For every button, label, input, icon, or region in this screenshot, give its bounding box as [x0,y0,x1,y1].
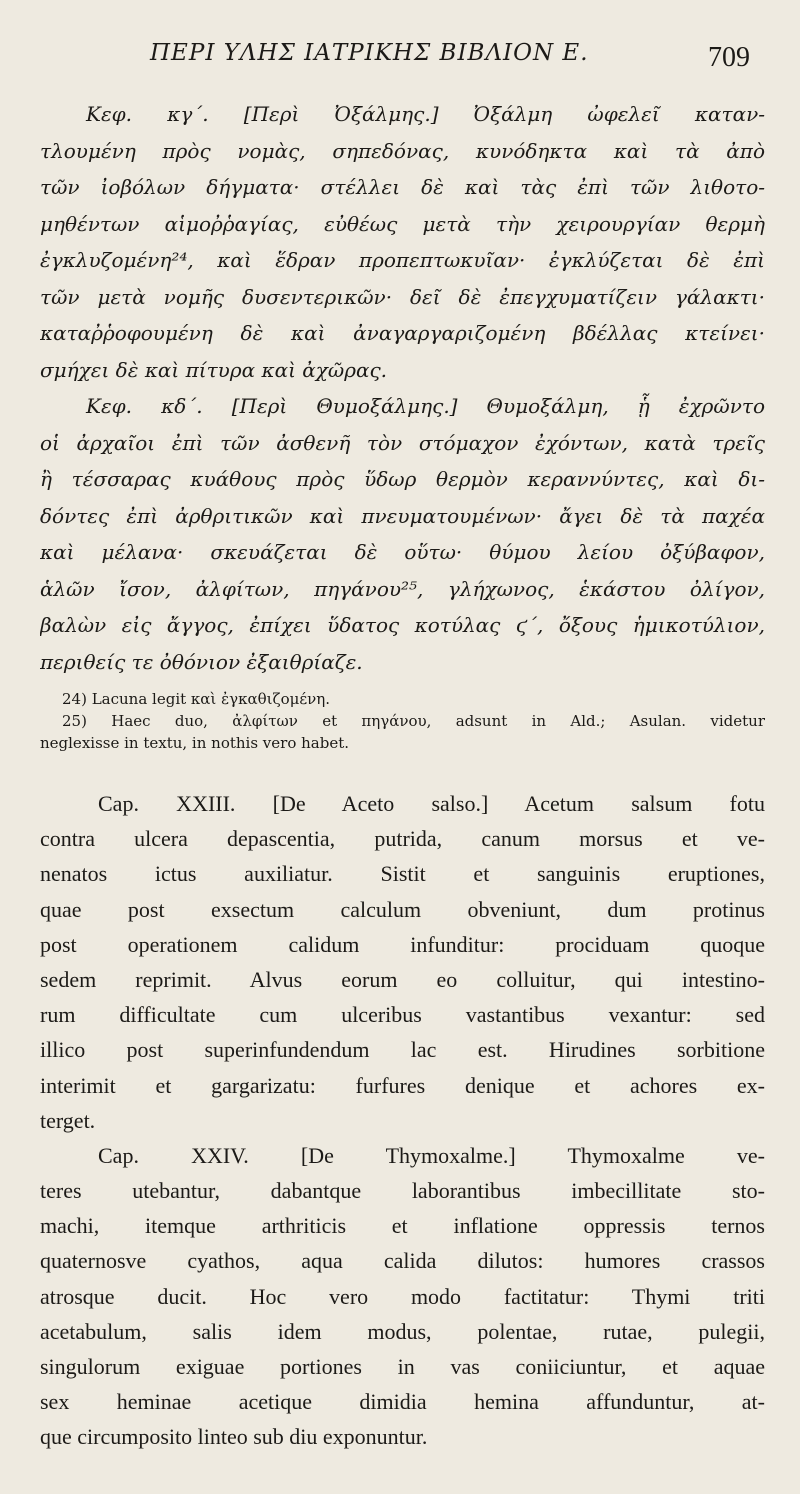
greek-line: οἱ ἀρχαῖοι ἐπὶ τῶν ἀσθενῆ τὸν στόμαχον ἐχόντων, κατὰ τρεῖς [40,430,765,455]
latin-line: machi, itemque arthriticis et inflatione oppressis ternos [40,1213,765,1239]
greek-line: ἢ τέσσαρας κυάθους πρὸς ὕδωρ θερμὸν κεραννύντες, καὶ δι- [40,467,765,491]
latin-line: post operationem calidum infunditur: prociduam quoque [40,931,765,957]
greek-line: τλουμένη πρὸς νομὰς, σηπεδόνας, κυνόδηκτα καὶ τὰ ἀπὸ [40,138,765,163]
greek-line: καταῤῥοφουμένη δὲ καὶ ἀναγαργαριζομένη βδέλλας κτείνει· [40,321,765,345]
latin-line: quaternosve cyathos, aqua calida dilutos: humores crassos [40,1248,765,1274]
latin-line: contra ulcera depascentia, putrida, canum morsus et ve- [40,826,765,852]
greek-line: καὶ μέλανα· σκευάζεται δὲ οὕτω· θύμου λείου ὀξύβαφον, [40,540,765,564]
greek-line: τῶν ἰοβόλων δήγματα· στέλλει δὲ καὶ τὰς ἐπὶ τῶν λιθοτο- [40,175,765,199]
latin-line: illico post superinfundendum lac est. Hirudines sorbitione [40,1037,765,1063]
latin-line: Cap. XXIII. [De Aceto salso.] Acetum salsum fotu [98,791,765,816]
latin-line: teres utebantur, dabantque laborantibus imbecillitate sto- [40,1178,765,1204]
footnotes [40,688,765,754]
greek-line: σμήχει δὲ καὶ πίτυρα καὶ ἀχῶρας. [40,357,388,382]
footnote-24: 24) Lacuna legit καὶ ἐγκαθιζομένη. [62,690,331,708]
footnote-25-continued: neglexisse in textu, in nothis vero habet. [40,734,349,752]
latin-line: interimit et gargarizatu: furfures denique et achores ex- [40,1072,765,1098]
greek-line: τῶν μετὰ νομῆς δυσεντερικῶν· δεῖ δὲ ἐπεγχυματίζειν γάλακτι· [40,284,765,309]
greek-line: δόντες ἐπὶ ἀρθριτικῶν καὶ πνευματουμένων· ἄγει δὲ τὰ παχέα [40,503,765,528]
latin-line: singulorum exiguae portiones in vas coniiciuntur, et aquae [40,1354,765,1379]
greek-line: βαλὼν εἰς ἄγγος, ἐπίχει ὕδατος κοτύλας ϛ΄, ὄξους ἡμικοτύλιον, [40,613,765,637]
greek-line: Κεφ. κγ΄. [Περὶ Ὀξάλμης.] Ὀξάλμη ὠφελεῖ καταν- [86,102,765,126]
latin-line: atrosque ducit. Hoc vero modo factitatur: Thymi triti [40,1283,765,1309]
greek-line: ἐγκλυζομένη²⁴, καὶ ἕδραν προπεπτωκυῖαν· ἐγκλύζεται δὲ ἐπὶ [40,248,765,272]
latin-line: acetabulum, salis idem modus, polentae, rutae, pulegii, [40,1318,765,1344]
greek-line: μηθέντων αἱμοῤῥαγίας, εὐθέως μετὰ τὴν χειρουργίαν θερμὴ [40,211,765,236]
latin-line: quae post exsectum calculum obveniunt, dum protinus [40,896,765,922]
latin-line: nenatos ictus auxiliatur. Sistit et sanguinis eruptiones, [40,861,765,887]
latin-line: que circumposito linteo sub diu exponuntur. [40,1424,428,1450]
running-title: ΠΕΡΙ ΥΛΗΣ ΙΑΤΡΙΚΗΣ ΒΙΒΛΙΟΝ Ε. [150,40,589,66]
latin-line: sedem reprimit. Alvus eorum eo colluitur, qui intestino- [40,966,765,992]
greek-line: Κεφ. κδ΄. [Περὶ Θυμοξάλμης.] Θυμοξάλμη, ᾗ ἐχρῶντο [86,394,765,418]
latin-line: Cap. XXIV. [De Thymoxalme.] Thymoxalme ve- [98,1142,765,1168]
latin-line: terget. [40,1107,96,1133]
greek-text-block [40,96,765,680]
footnote-25: 25) Haec duo, ἀλφίτων et πηγάνου, adsunt in Ald.; Asulan. videtur [62,712,765,730]
greek-line: ἁλῶν ἴσον, ἀλφίτων, πηγάνου²⁵, γλήχωνος, ἑκάστου ὀλίγον, [40,576,765,601]
latin-line: sex heminae acetique dimidia hemina affunduntur, at- [40,1389,765,1415]
latin-text-block [40,786,765,1455]
greek-line: περιθείς τε ὀθόνιον ἐξαιθρίαζε. [40,649,363,674]
latin-line: rum difficultate cum ulceribus vastantibus vexantur: sed [40,1002,765,1028]
page-number: 709 [708,42,750,73]
